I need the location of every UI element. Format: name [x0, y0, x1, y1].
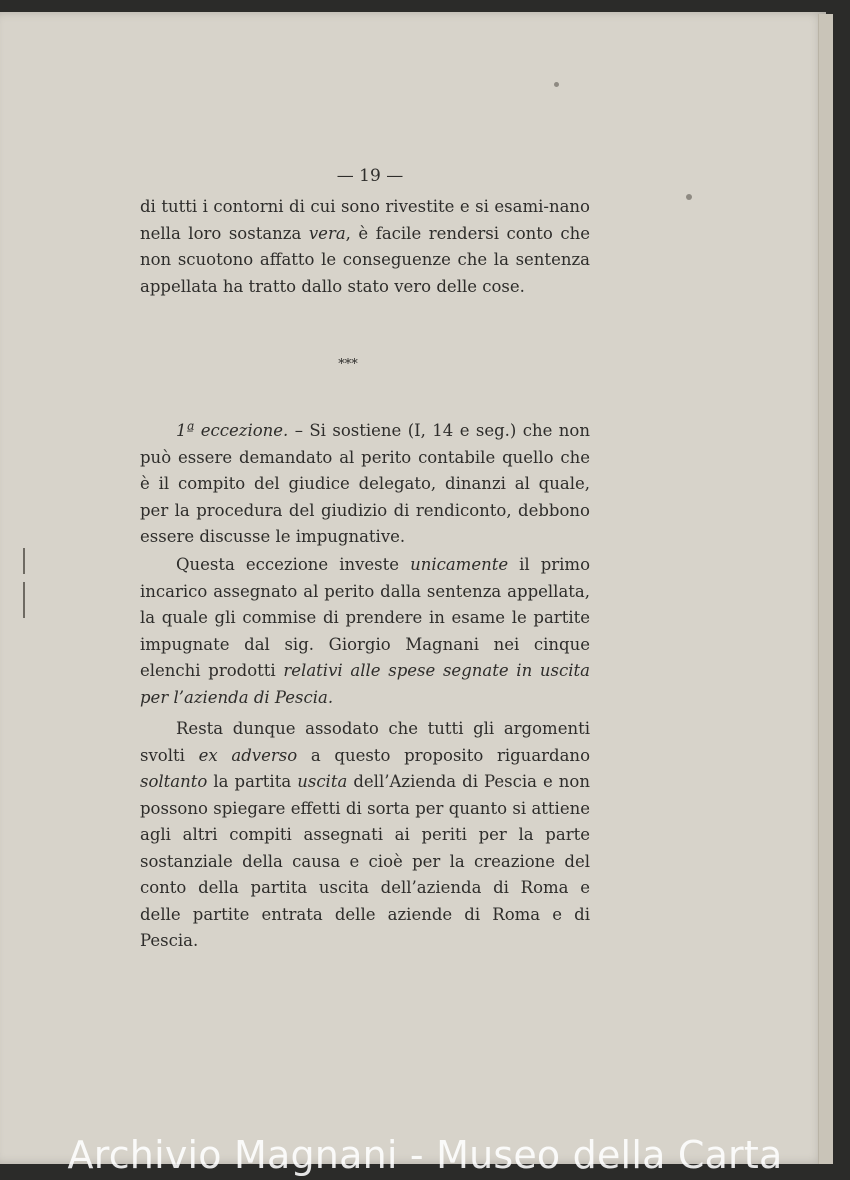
paragraph-3: [140, 716, 590, 955]
section-separator: ***: [338, 357, 358, 372]
binding-stitch: [22, 548, 26, 618]
archive-watermark: Archivio Magnani - Museo della Carta: [67, 1133, 783, 1177]
paragraph-2: [140, 552, 590, 711]
paragraph-0-text: di tutti i contorni di cui sono rivestite e si esami-nano nella loro sostanza vera, è facile rendersi conto che non scuotono affatto le conseguenze che la sentenza appellata ha tratto dallo stato vero delle cose.: [140, 197, 590, 296]
page-edge: [818, 14, 833, 1164]
paragraph-0: [140, 194, 590, 300]
paragraph-1-text: 1ª eccezione. – Si sostiene (I, 14 e seg.) che non può essere demandato al perito contabile quello che è il compito del giudice delegato, dinanzi al quale, per la procedura del giudizio di rendiconto, debbono essere discusse le impugnative.: [140, 421, 590, 546]
paragraph-1: [140, 418, 590, 551]
paper-spot: [686, 194, 692, 200]
page-number: — 19 —: [336, 166, 404, 186]
paper-spot: [554, 82, 559, 87]
paragraph-2-text: Questa eccezione investe unicamente il primo incarico assegnato al perito dalla sentenza appellata, la quale gli commise di prendere in esame le partite impugnate dal sig. Giorgio Magnani nei cinque elenchi prodotti relativi alle spese segnate in uscita per l’azienda di Pescia.: [140, 555, 590, 707]
paragraph-3-text: Resta dunque assodato che tutti gli argomenti svolti ex adverso a questo proposito riguardano soltanto la partita uscita dell’Azienda di Pescia e non possono spiegare effetti di sorta per quanto si attiene agli altri compiti assegnati ai periti per la parte sostanziale della causa e cioè per la creazione del conto della partita uscita dell’azienda di Roma e delle partite entrata delle aziende di Roma e di Pescia.: [140, 719, 590, 950]
